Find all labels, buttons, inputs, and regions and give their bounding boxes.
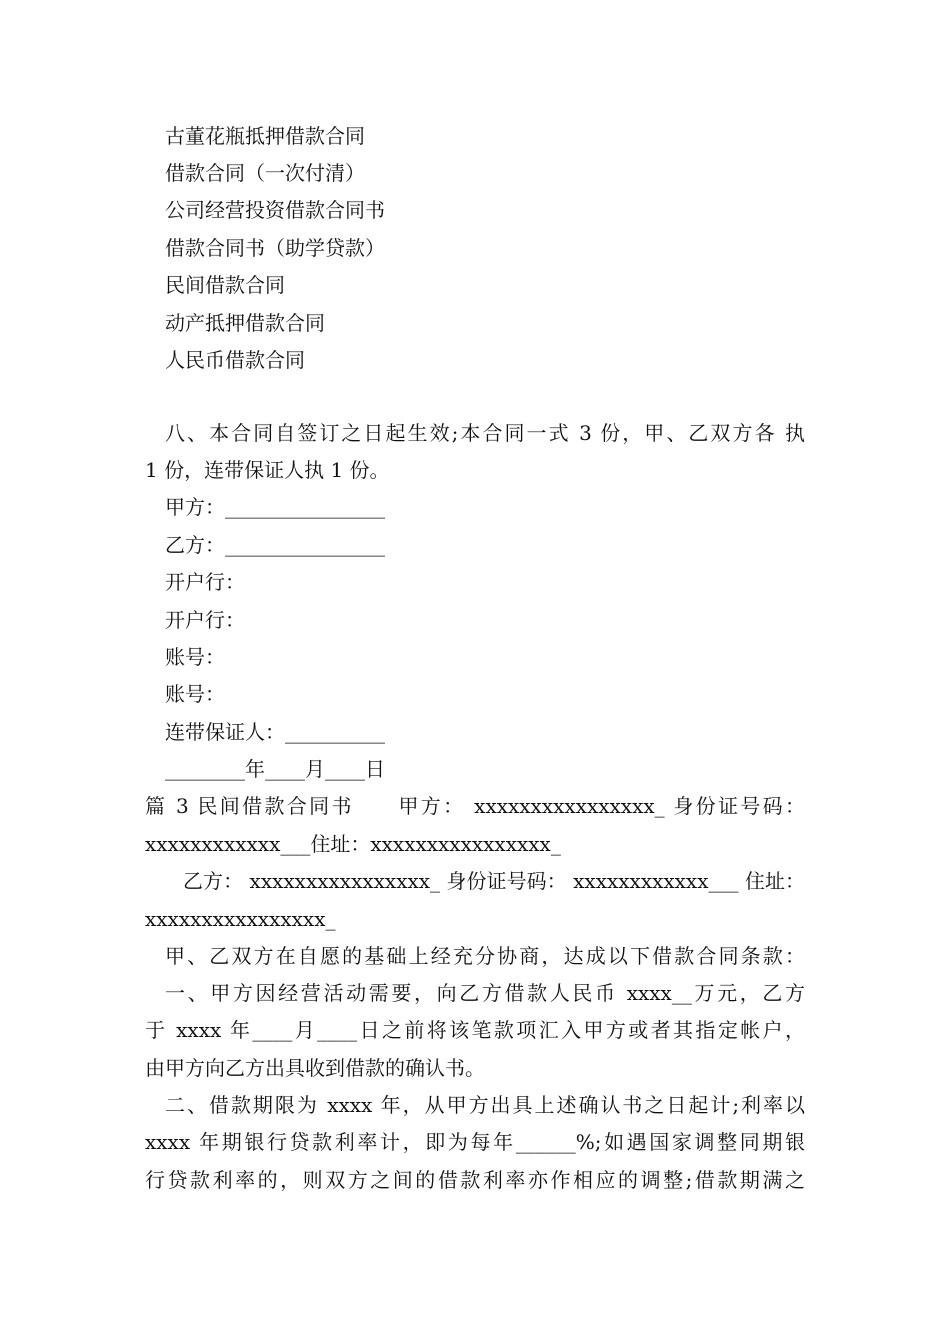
signing-date: ________年____月____日 (165, 757, 385, 781)
bank-account-opening-a: 开户行： (165, 570, 245, 594)
section3-party-b: 乙方： xxxxxxxxxxxxxxxx_ 身份证号码： xxxxxxxxxxxx___ 住址： (183, 869, 805, 893)
toc-item: 借款合同（一次付清） (165, 161, 365, 185)
section3-party-b-address: xxxxxxxxxxxxxxxx_ (145, 907, 336, 931)
clause1-line3: 由甲方向乙方出具收到借款的确认书。 (145, 1056, 485, 1080)
account-number-b: 账号： (165, 682, 225, 706)
toc-item: 古董花瓶抵押借款合同 (165, 124, 365, 148)
toc-item: 民间借款合同 (165, 273, 285, 297)
party-a-signature: 甲方：________________ (165, 495, 385, 519)
clause2-line2: xxxx 年期银行贷款利率计，即为每年______%;如遇国家调整同期银 (145, 1130, 805, 1154)
clause1-line1: 一、甲方因经营活动需要，向乙方借款人民币 xxxx__万元，乙方 (165, 981, 805, 1005)
account-number-a: 账号： (165, 645, 225, 669)
section3-heading: 篇 3 民间借款合同书 甲方： xxxxxxxxxxxxxxxx_ 身份证号码： (145, 794, 805, 818)
section3-party-a-address: xxxxxxxxxxxx___住址：xxxxxxxxxxxxxxxx_ (145, 832, 561, 856)
toc-item: 人民币借款合同 (165, 348, 305, 372)
toc-item: 动产抵押借款合同 (165, 311, 325, 335)
toc-item: 借款合同书（助学贷款） (165, 236, 385, 260)
section3-intro: 甲、乙双方在自愿的基础上经充分协商，达成以下借款合同条款： (165, 944, 805, 968)
clause8-line2: 1 份，连带保证人执 1 份。 (145, 458, 390, 482)
clause2-line3: 行贷款利率的，则双方之间的借款利率亦作相应的调整;借款期满之 (145, 1168, 805, 1192)
guarantor-signature: 连带保证人：__________ (165, 720, 385, 744)
bank-account-opening-b: 开户行： (165, 608, 245, 632)
toc-item: 公司经营投资借款合同书 (165, 198, 385, 222)
party-b-signature: 乙方：________________ (165, 533, 385, 557)
clause8-line1: 八、本合同自签订之日起生效;本合同一式 3 份，甲、乙双方各 执 (165, 421, 805, 445)
clause1-line2: 于 xxxx 年____月____日之前将该笔款项汇入甲方或者其指定帐户， (145, 1018, 805, 1042)
clause2-line1: 二、借款期限为 xxxx 年，从甲方出具上述确认书之日起计;利率以 (165, 1093, 805, 1117)
